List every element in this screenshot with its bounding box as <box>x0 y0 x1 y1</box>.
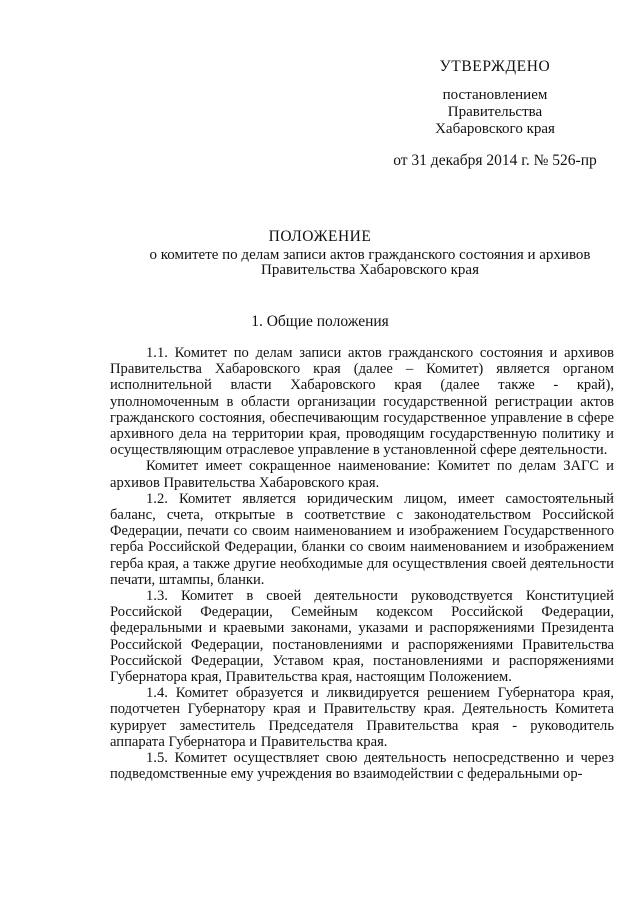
paragraph: 1.4. Комитет образуется и ликвидируется решением Губернатора края, подотчетен Губернатору края и Правительству края. Деятельность Комитета курирует заместитель Председателя Правительства края - руководитель аппарата Губернатора и Правительства края. <box>110 685 614 750</box>
paragraph: 1.3. Комитет в своей деятельности руководствуется Конституцией Российской Федерации, Семейным кодексом Российской Федерации, федеральными и краевыми законами, указами и распоряжениями Президента Российской Федерации, постановлениями и распоряжениями Правительства Российской Федерации, Уставом края, постановлениями и распоряжениями Губернатора края, Правительства края, настоящим Положением. <box>110 588 614 686</box>
document-body <box>110 345 614 782</box>
document-subtitle <box>110 248 630 278</box>
document-subtitle-line-2: Правительства Хабаровского края <box>261 262 479 278</box>
paragraph: Комитет имеет сокращенное наименование: Комитет по делам ЗАГС и архивов Правительства Хабаровского края. <box>110 458 614 491</box>
paragraph: 1.1. Комитет по делам записи актов гражданского состояния и архивов Правительства Хабаровского края (далее – Комитет) является органом исполнительной власти Хабаровского края (далее также - край), уполномоченным в области организации государственной регистрации актов гражданского состояния, обеспечивающим государственное управление в сфере архивного дела на территории края, проводящим государственную политику и осуществляющим отраслевое управление в установленной сфере деятельности. <box>110 345 614 459</box>
paragraph: 1.2. Комитет является юридическим лицом, имеет самостоятельный баланс, счета, открытые в соответствие с законодательством Российской Федерации, печати со своим наименованием и изображением Государственного герба Российской Федерации, бланки со своим наименованием и изображением герба края, а также другие необходимые для осуществления своей деятельности печати, штампы, бланки. <box>110 490 614 588</box>
approval-line-1: постановлением <box>442 87 548 103</box>
approval-date: от 31 декабря 2014 г. № 526-пр <box>393 152 597 169</box>
paragraph: 1.5. Комитет осуществляет свою деятельность непосредственно и через подведомственные ему учреждения во взаимодействии с федеральными ор- <box>110 750 614 783</box>
approval-block <box>380 58 610 169</box>
approval-title: УТВЕРЖДЕНО <box>439 58 551 75</box>
approval-line-3: Хабаровского края <box>435 121 555 137</box>
approval-line-2: Правительства <box>447 104 543 120</box>
section-heading: 1. Общие положения <box>251 313 389 330</box>
document-subtitle-line-1: о комитете по делам записи актов гражданского состояния и архивов <box>149 247 591 263</box>
document-title: ПОЛОЖЕНИЕ <box>268 228 372 245</box>
